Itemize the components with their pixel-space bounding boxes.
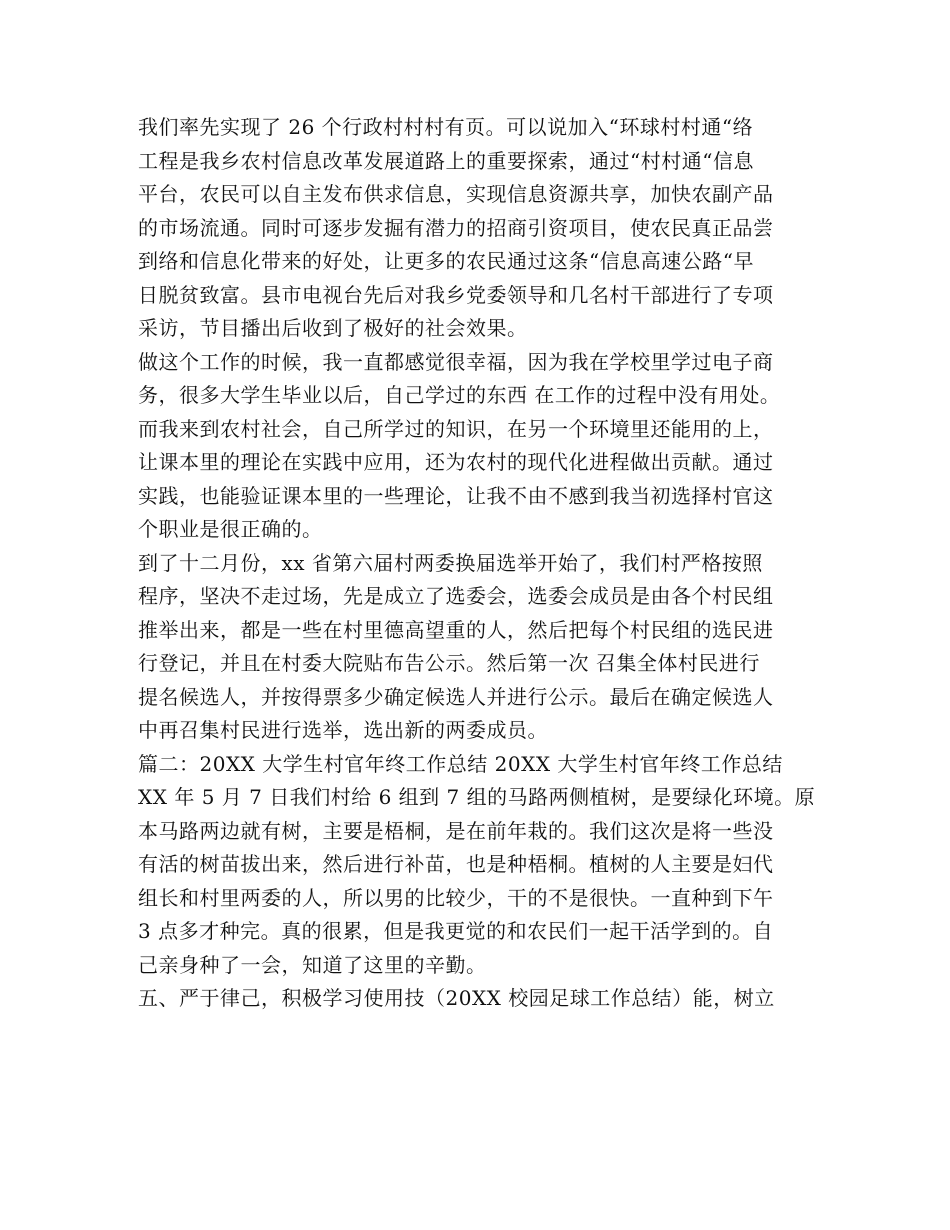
- text-line: 3 点多才种完。真的很累，但是我更觉的和农民们一起干活学到的。自: [138, 919, 774, 943]
- text-line: 我们率先实现了 26 个行政村村村有页。可以说加入“环球村村通“络: [138, 115, 754, 139]
- text-line: 有活的树苗拔出来，然后进行补苗，也是种梧桐。植树的人主要是妇代: [138, 852, 774, 876]
- text-line: 工程是我乡农村信息改革发展道路上的重要探索，通过“村村通“信息: [138, 148, 754, 173]
- text-line: 做这个工作的时候，我一直都感觉很幸福，因为我在学校里学过电子商: [138, 349, 774, 374]
- text-line: 到络和信息化带来的好处，让更多的农民通过这条“信息高速公路“早: [138, 249, 754, 273]
- text-line: 推举出来，都是一些在村里德高望重的人，然后把每个村民组的选民进: [138, 617, 774, 642]
- text-line: 提名候选人，并按得票多少确定候选人并进行公示。最后在确定候选人: [138, 684, 774, 709]
- section-heading-line: 篇二：20XX 大学生村官年终工作总结 20XX 大学生村官年终工作总结: [138, 751, 783, 776]
- text-line: 采访，节目播出后收到了极好的社会效果。: [138, 316, 528, 340]
- text-line: 程序，坚决不走过场，先是成立了选委会，选委会成员是由各个村民组: [138, 584, 774, 608]
- text-line: 到了十二月份，xx 省第六届村两委换届选举开始了，我们村严格按照: [138, 550, 763, 575]
- text-line: 实践，也能验证课本里的一些理论，让我不由不感到我当初选择村官这: [138, 483, 774, 508]
- text-line: 五、严于律己，积极学习使用技（20XX 校园足球工作总结）能，树立: [138, 986, 775, 1010]
- text-line: 的市场流通。同时可逐步发掘有潜力的招商引资项目，使农民真正品尝: [138, 215, 774, 240]
- document-body: [138, 111, 838, 1016]
- text-line: 组长和村里两委的人，所以男的比较少，干的不是很快。一直种到下午: [138, 885, 774, 910]
- text-line: 而我来到农村社会，自己所学过的知识，在另一个环境里还能用的上，: [138, 416, 774, 441]
- text-line: 本马路两边就有树，主要是梧桐，是在前年栽的。我们这次是将一些没: [138, 818, 774, 843]
- text-line: 个职业是很正确的。: [138, 517, 323, 541]
- text-line: 己亲身种了一会，知道了这里的辛勤。: [138, 952, 487, 977]
- text-line: XX 年 5 月 7 日我们村给 6 组到 7 组的马路两侧植树，是要绿化环境。原: [138, 785, 816, 809]
- text-line: 行登记，并且在村委大院贴布告公示。然后第一次 召集全体村民进行: [138, 651, 760, 675]
- text-line: 日脱贫致富。县市电视台先后对我乡党委领导和几名村干部进行了专项: [138, 282, 774, 307]
- text-line: 中再召集村民进行选举，选出新的两委成员。: [138, 718, 548, 742]
- text-line: 务，很多大学生毕业以后，自己学过的东西 在工作的过程中没有用处。: [138, 383, 781, 407]
- text-line: 让课本里的理论在实践中应用，还为农村的现代化进程做出贡献。通过: [138, 450, 774, 474]
- text-line: 平台，农民可以自主发布供求信息，实现信息资源共享，加快农副产品: [138, 182, 774, 206]
